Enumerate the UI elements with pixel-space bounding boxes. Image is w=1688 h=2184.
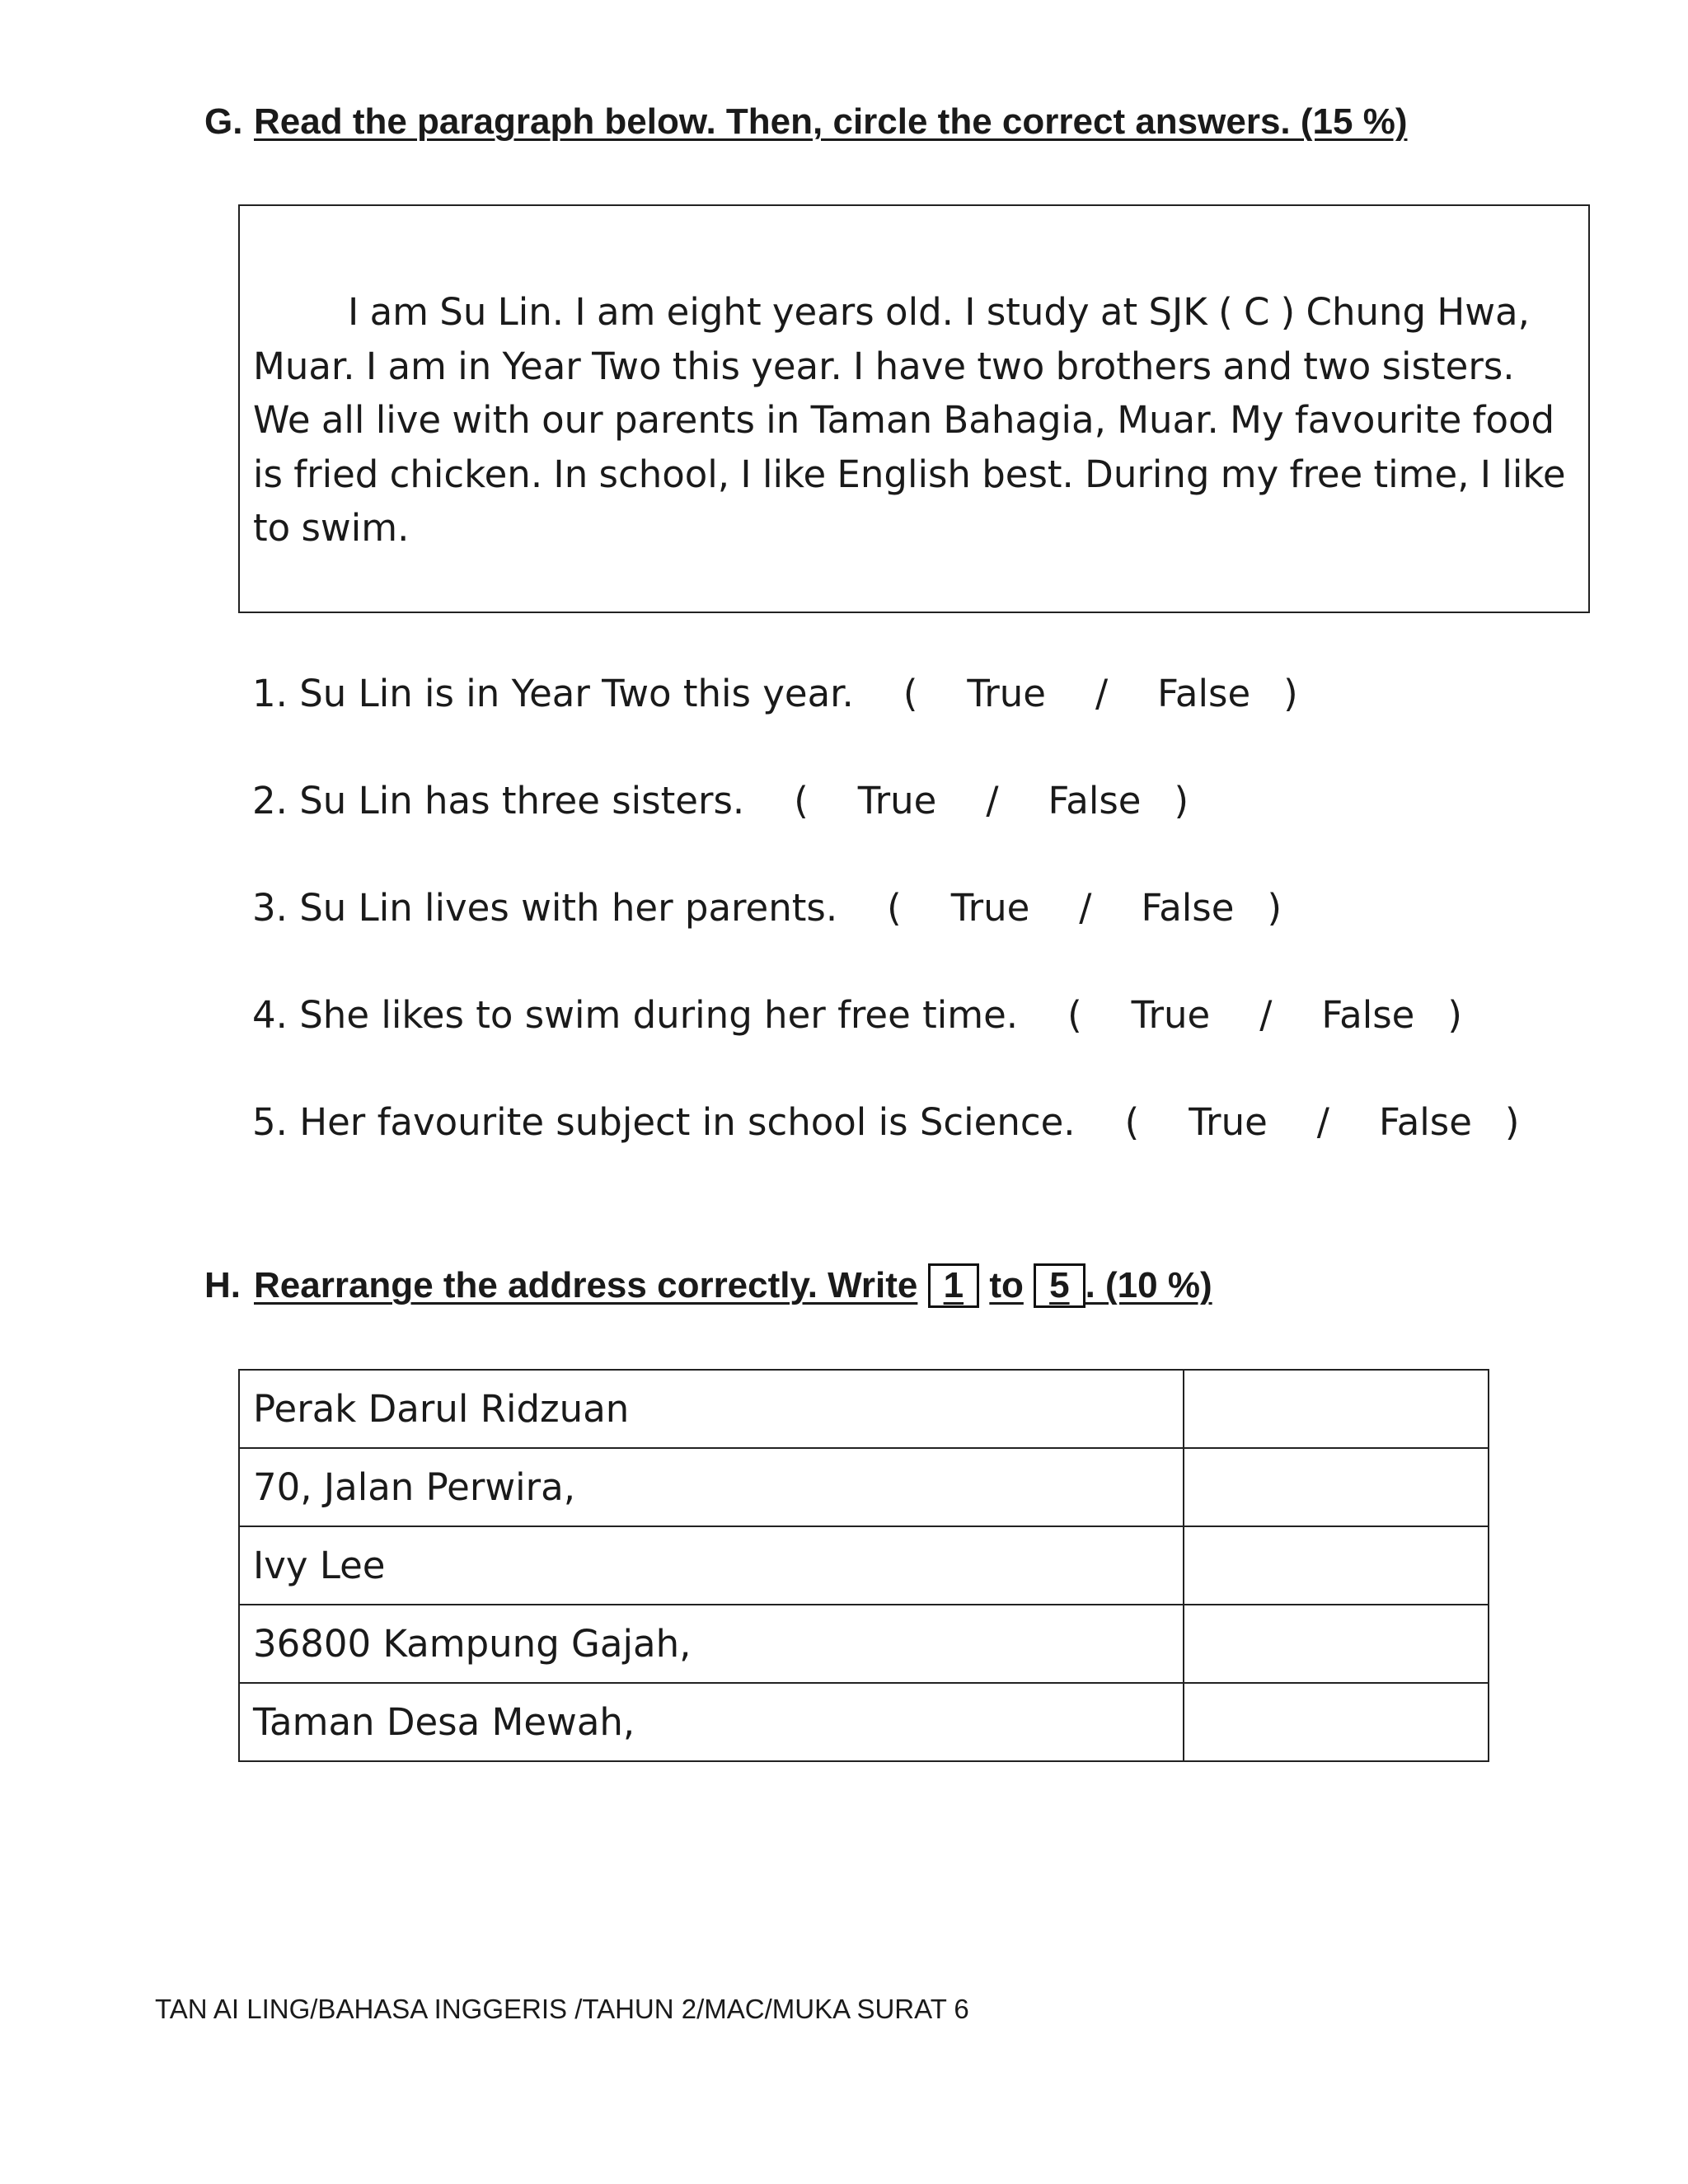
table-row [239,1526,1489,1605]
open-paren: ( [887,886,902,930]
question-2 [252,776,1189,826]
open-paren: ( [1124,1100,1140,1144]
address-line: 36800 Kampung Gajah, [239,1605,1184,1683]
option-true[interactable]: True [1131,993,1211,1037]
number-box-last: 5 [1034,1263,1085,1308]
order-answer-cell[interactable] [1184,1605,1489,1683]
table-row [239,1448,1489,1526]
open-paren: ( [1067,993,1082,1037]
option-slash: / [1316,1100,1329,1144]
section-g-letter: G. [204,101,243,142]
option-false[interactable]: False [1321,993,1415,1037]
close-paren: ) [1174,779,1189,823]
option-true[interactable]: True [950,886,1030,930]
close-paren: ) [1447,993,1462,1037]
table-row [239,1370,1489,1448]
question-text: 2. Su Lin has three sisters. [252,779,745,823]
section-g-heading [204,99,1407,145]
question-text: 4. She likes to swim during her free time. [252,993,1019,1037]
option-true[interactable]: True [1189,1100,1268,1144]
question-text: 1. Su Lin is in Year Two this year. [252,672,854,715]
address-line: Perak Darul Ridzuan [239,1370,1184,1448]
order-answer-cell[interactable] [1184,1370,1489,1448]
page-footer: TAN AI LING/BAHASA INGGERIS /TAHUN 2/MAC/MUKA SURAT 6 [155,1994,969,2024]
close-paren: ) [1504,1100,1520,1144]
option-slash: / [1095,672,1109,715]
option-true[interactable]: True [857,779,937,823]
option-false[interactable]: False [1157,672,1251,715]
section-h-letter: H. [204,1265,241,1305]
passage-box [238,204,1590,613]
passage-text: I am Su Lin. I am eight years old. I study at SJK ( C ) Chung Hwa, Muar. I am in Year Two this year. I have two brothers and two sisters. We all live with our parents in Taman Bahagia, Muar. My favourite food is fried chicken. In school, I like English best. During my free time, I like to swim. [253,290,1566,550]
question-text: 5. Her favourite subject in school is Science. [252,1100,1076,1144]
question-text: 3. Su Lin lives with her parents. [252,886,838,930]
section-h-instruction-end: . (10 %) [1085,1265,1212,1305]
number-box-first: 1 [928,1263,979,1308]
address-line: 70, Jalan Perwira, [239,1448,1184,1526]
question-1 [252,669,1298,719]
address-table [238,1369,1489,1762]
order-answer-cell[interactable] [1184,1683,1489,1761]
question-5 [252,1098,1519,1147]
close-paren: ) [1267,886,1282,930]
option-slash: / [986,779,999,823]
option-false[interactable]: False [1141,886,1235,930]
option-slash: / [1259,993,1273,1037]
open-paren: ( [794,779,809,823]
question-3 [252,883,1282,933]
table-row [239,1683,1489,1761]
table-row [239,1605,1489,1683]
section-g-instruction: Read the paragraph below. Then, circle the correct answers. (15 %) [254,101,1408,142]
order-answer-cell[interactable] [1184,1526,1489,1605]
open-paren: ( [903,672,918,715]
option-slash: / [1079,886,1092,930]
question-4 [252,991,1462,1040]
section-h-heading [204,1263,1212,1309]
option-true[interactable]: True [967,672,1046,715]
address-line: Ivy Lee [239,1526,1184,1605]
option-false[interactable]: False [1048,779,1142,823]
option-false[interactable]: False [1378,1100,1472,1144]
order-answer-cell[interactable] [1184,1448,1489,1526]
address-line: Taman Desa Mewah, [239,1683,1184,1761]
section-h-instruction-middle: to [989,1265,1024,1305]
section-h-instruction-start: Rearrange the address correctly. Write [254,1265,918,1305]
close-paren: ) [1283,672,1298,715]
